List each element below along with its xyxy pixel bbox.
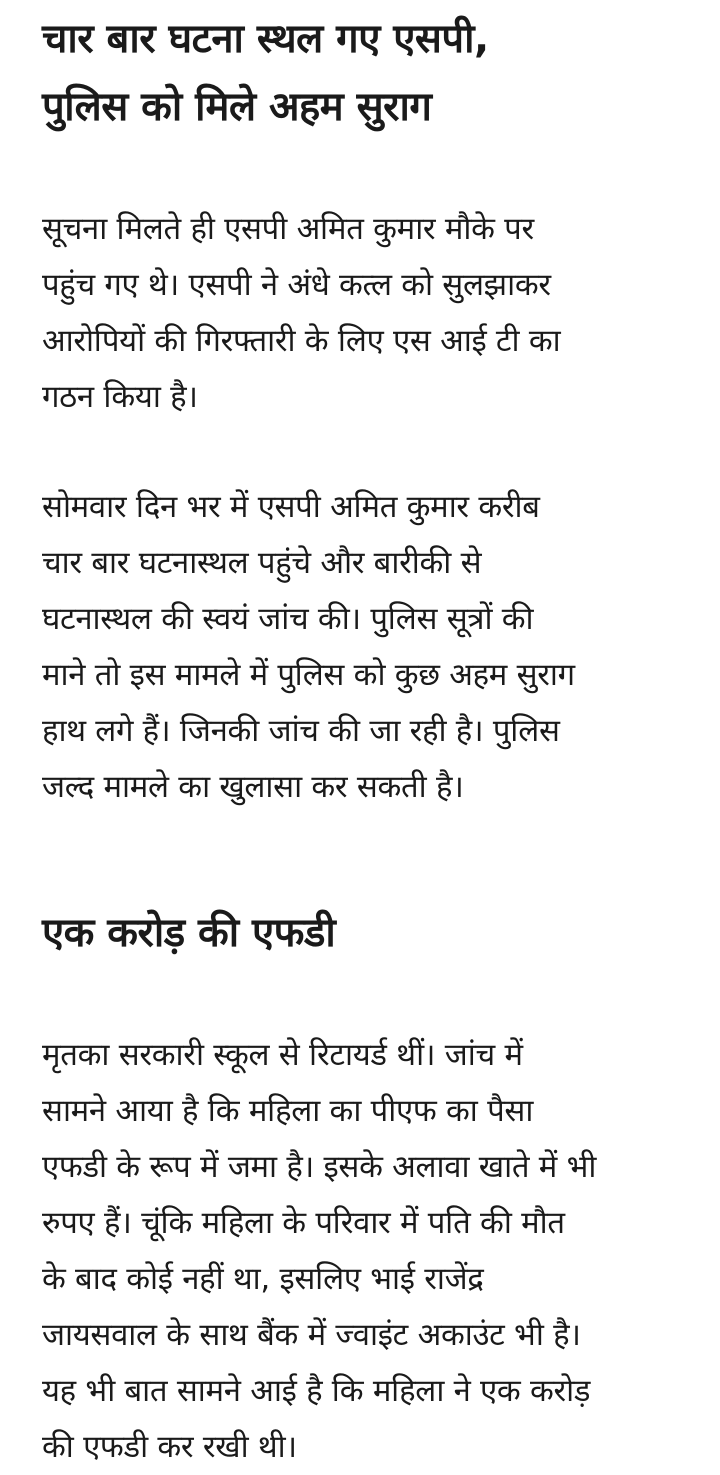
paragraph — [42, 479, 680, 815]
paragraph-line: के बाद कोई नहीं था, इसलिए भाई राजेंद्र — [42, 1261, 484, 1297]
paragraph-line: सामने आया है कि महिला का पीएफ का पैसा — [42, 1093, 534, 1129]
paragraph-line: माने तो इस मामले में पुलिस को कुछ अहम सुराग — [42, 657, 575, 693]
paragraph-line: यह भी बात सामने आई है कि महिला ने एक करोड़ — [42, 1373, 591, 1409]
paragraph-line: पहुंच गए थे। एसपी ने अंधे कत्ल को सुलझाकर — [42, 267, 551, 303]
paragraph-line: जायसवाल के साथ बैंक में ज्वाइंट अकाउंट भी है। — [42, 1317, 581, 1353]
paragraph-line: जल्द मामले का खुलासा कर सकती है। — [42, 769, 464, 805]
paragraph-line: गठन किया है। — [42, 379, 198, 415]
paragraph — [42, 1027, 680, 1475]
paragraph-line: एफडी के रूप में जमा है। इसके अलावा खाते में भी — [42, 1149, 597, 1185]
paragraph — [42, 201, 680, 425]
paragraph-line: आरोपियों की गिरफ्तारी के लिए एस आई टी का — [42, 323, 561, 359]
heading-line: एक करोड़ की एफडी — [42, 910, 336, 956]
paragraph-line: सोमवार दिन भर में एसपी अमित कुमार करीब — [42, 489, 540, 525]
paragraph-line: हाथ लगे हैं। जिनकी जांच की जा रही है। पुलिस — [42, 713, 560, 749]
paragraph-line: की एफडी कर रखी थी। — [42, 1429, 297, 1465]
section-heading — [42, 899, 680, 967]
paragraph-line: मृतका सरकारी स्कूल से रिटायर्ड थीं। जांच में — [42, 1037, 523, 1073]
paragraph-line: सूचना मिलते ही एसपी अमित कुमार मौके पर — [42, 211, 534, 247]
paragraph-line: चार बार घटनास्थल पहुंचे और बारीकी से — [42, 545, 482, 581]
heading-line: पुलिस को मिले अहम सुराग — [42, 84, 432, 130]
heading-line: चार बार घटना स्थल गए एसपी, — [42, 16, 489, 62]
paragraph-line: घटनास्थल की स्वयं जांच की। पुलिस सूत्रों की — [42, 601, 534, 637]
paragraph-line: रुपए हैं। चूंकि महिला के परिवार में पति की मौत — [42, 1205, 565, 1241]
section-heading — [42, 0, 680, 141]
